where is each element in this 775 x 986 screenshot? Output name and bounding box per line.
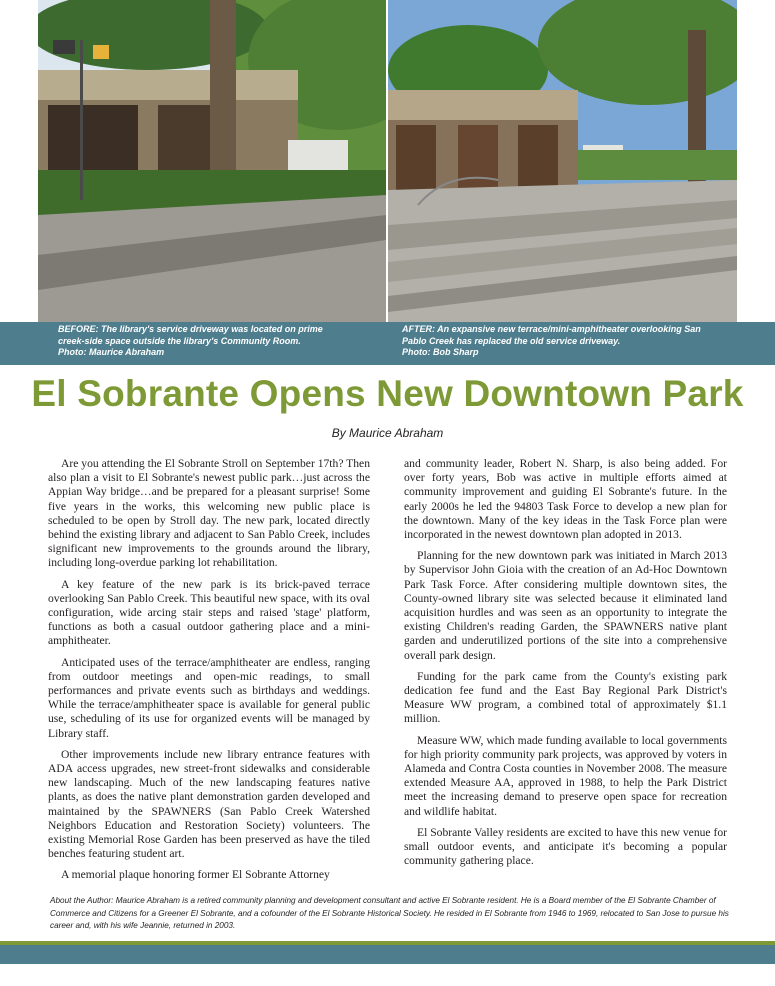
footer-rule [0, 941, 775, 945]
before-caption-line-2: creek-side space outside the library's Community Room. [58, 335, 301, 346]
before-caption-line-1: BEFORE: The library's service driveway was located on prime [58, 324, 323, 334]
paragraph: El Sobrante Valley residents are excited to have this new venue for small outdoor events, and anticipate it's becoming a popular community gathering place. [404, 825, 727, 868]
before-photo-caption [58, 324, 358, 359]
before-caption-credit: Photo: Maurice Abraham [58, 347, 165, 357]
paragraph: Other improvements include new library entrance features with ADA access upgrades, new street-front sidewalks and considerable new landscaping. Much of the new landscaping features native plants, as does the native plant demonstration garden developed and maintained by the SPAWNERS (San Pablo Creek Watershed Neighbors Education and Restoration Society) volunteers. The existing Memorial Rose Garden has been preserved as have the tiled benches featuring student art. [48, 747, 370, 861]
paragraph: Measure WW, which made funding available to local governments for high priority community park projects, was approved by voters in Alameda and Contra Costa counties in November 2008. The measure extended Measure AA, approved in 1988, to help the Park District meet the increasing demand to preserve open space for recreation and wildlife habitat. [404, 733, 727, 818]
paragraph: Planning for the new downtown park was initiated in March 2013 by Supervisor John Gioia with the creation of an Ad-Hoc Downtown Park Task Force. After considering multiple downtown sites, the County-owned library site was selected because it eliminated land acquisition hurdles and was seen as an opportunity to integrate the existing Children's reading Garden, the SPAWNERS native plant garden and underutilized portions of the site into a comprehensive overall park design. [404, 549, 727, 662]
article-left-column [48, 457, 370, 890]
after-caption-line-1: AFTER: An expansive new terrace/mini-amphitheater overlooking San [402, 324, 701, 334]
paragraph: A key feature of the new park is its brick-paved terrace overlooking San Pablo Creek. This beautiful new space, with its oval configuration, wide arcing stair steps and raised 'stage' platform, functions as both a casual outdoor gathering place and a mini-amphitheater. [48, 577, 370, 648]
paragraph: Funding for the park came from the County's existing park dedication fee fund and the East Bay Regional Park District's Measure WW program, a combined total of approximately $1.1 million. [404, 669, 727, 726]
after-caption-credit: Photo: Bob Sharp [402, 347, 479, 357]
paragraph: Anticipated uses of the terrace/amphitheater are endless, ranging from outdoor meetings and open-mic readings, to small performances and private events such as birthdays and weddings. While the terrace/amphitheater space is available for general public use, scheduling of its use for organized events will be managed by Library staff. [48, 655, 370, 740]
after-caption-line-2: Pablo Creek has replaced the old service driveway. [402, 335, 621, 346]
paragraph: A memorial plaque honoring former El Sobrante Attorney [61, 868, 330, 882]
article-title: El Sobrante Opens New Downtown Park [31, 373, 744, 414]
photo-caption-band [0, 322, 775, 365]
after-photo-image [388, 0, 737, 322]
before-photo [38, 0, 386, 322]
paragraph-continuation: and community leader, Robert N. Sharp, is also being added. For over forty years, Bob was active in multiple efforts aimed at community improvement and guiding El Sobrante's future. In the early 2000s he led the 94803 Task Force to develop a new plan for the downtown. Many of the key ideas in the Task Force plan were incorporated in the newest downtown plan adopted in 2013. [404, 457, 727, 542]
about-the-author: About the Author: Maurice Abraham is a retired community planning and development consultant and active El Sobrante resident. He is a Board member of the El Sobrante Chamber of Commerce and Citizens for a Greener El Sobrante, and a cofounder of the El Sobrante Historical Society. He resided in El Sobrante from 1946 to 1969, relocated to San Jose to pursue his career and, with his wife Jeannie, returned in 2003. [50, 896, 729, 930]
article-right-column [404, 457, 727, 875]
paragraph: Are you attending the El Sobrante Stroll on September 17th? Then also plan a visit to El Sobrante's newest public park…just across the Appian Way bridge…and be prepared for a pleasant surprise! Some five years in the works, this welcoming new public place is scheduled to be open by Stroll day. The new park, located directly behind the existing library and adjacent to San Pablo Creek, includes significant new improvements to the grounds around the library, including long-overdue parking lot rehabilitation. [48, 457, 370, 570]
before-photo-image [38, 0, 386, 322]
article-byline: By Maurice Abraham [331, 426, 444, 440]
after-photo-caption [402, 324, 732, 359]
after-photo [388, 0, 737, 322]
